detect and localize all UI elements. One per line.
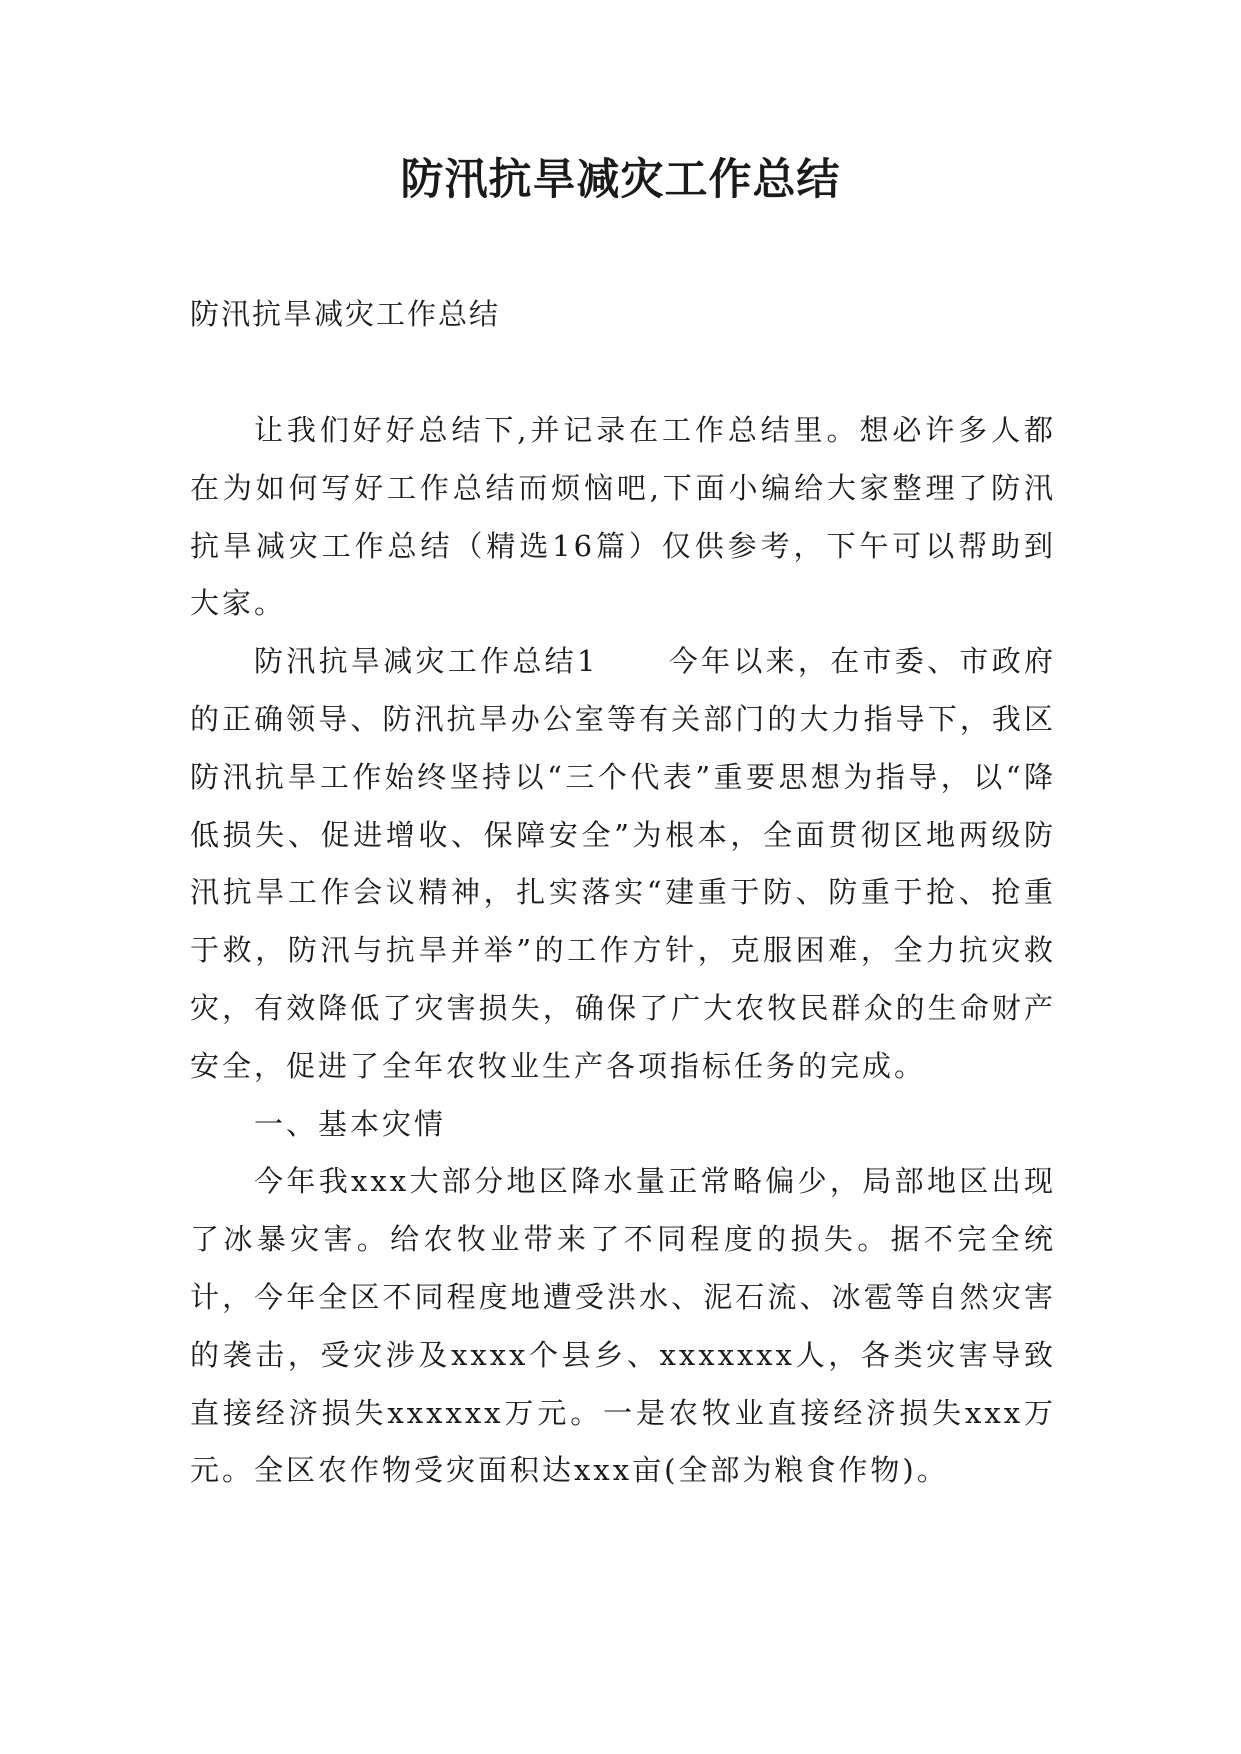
summary-1-heading: 防汛抗旱减灾工作总结1 xyxy=(254,644,599,679)
document-title: 防汛抗旱减灾工作总结 xyxy=(400,155,841,205)
disaster-details-paragraph: 今年我xxx大部分地区降水量正常略偏少，局部地区出现了冰暴灾害。给农牧业带来了不同程度的损失。据不完全统计，今年全区不同程度地遭受洪水、泥石流、冰雹等自然灾害的袭击，受灾涉及xxxx个县乡、xxxxxxx人，各类灾害导致直接经济损失xxxxxx万元。一是农牧业直接经济损失xxx万元。全区农作物受灾面积达xxx亩(全部为粮食作物)。 xyxy=(190,1164,1056,1488)
section-heading-basic-disaster: 一、基本灾情 xyxy=(254,1106,447,1141)
intro-paragraph: 让我们好好总结下,并记录在工作总结里。想必许多人都在为如何写好工作总结而烦恼吧,下面小编给大家整理了防汛抗旱减灾工作总结（精选16篇）仅供参考，下午可以帮助到大家。 xyxy=(190,413,1056,621)
summary-1-body: 今年以来，在市委、市政府的正确领导、防汛抗旱办公室等有关部门的大力指导下，我区防汛抗旱工作始终坚持以“三个代表”重要思想为指导，以“降低损失、促进增收、保障安全”为根本，全面贯彻区地两级防汛抗旱工作会议精神，扎实落实“建重于防、防重于抢、抢重于救，防汛与抗旱并举”的工作方针，克服困难，全力抗灾救灾，有效降低了灾害损失，确保了广大农牧民群众的生命财产安全，促进了全年农牧业生产各项指标任务的完成。 xyxy=(190,644,1056,1083)
document-subtitle: 防汛抗旱减灾工作总结 xyxy=(190,297,501,331)
summary-1-paragraph xyxy=(190,633,1056,1095)
document-body xyxy=(190,402,1056,1500)
